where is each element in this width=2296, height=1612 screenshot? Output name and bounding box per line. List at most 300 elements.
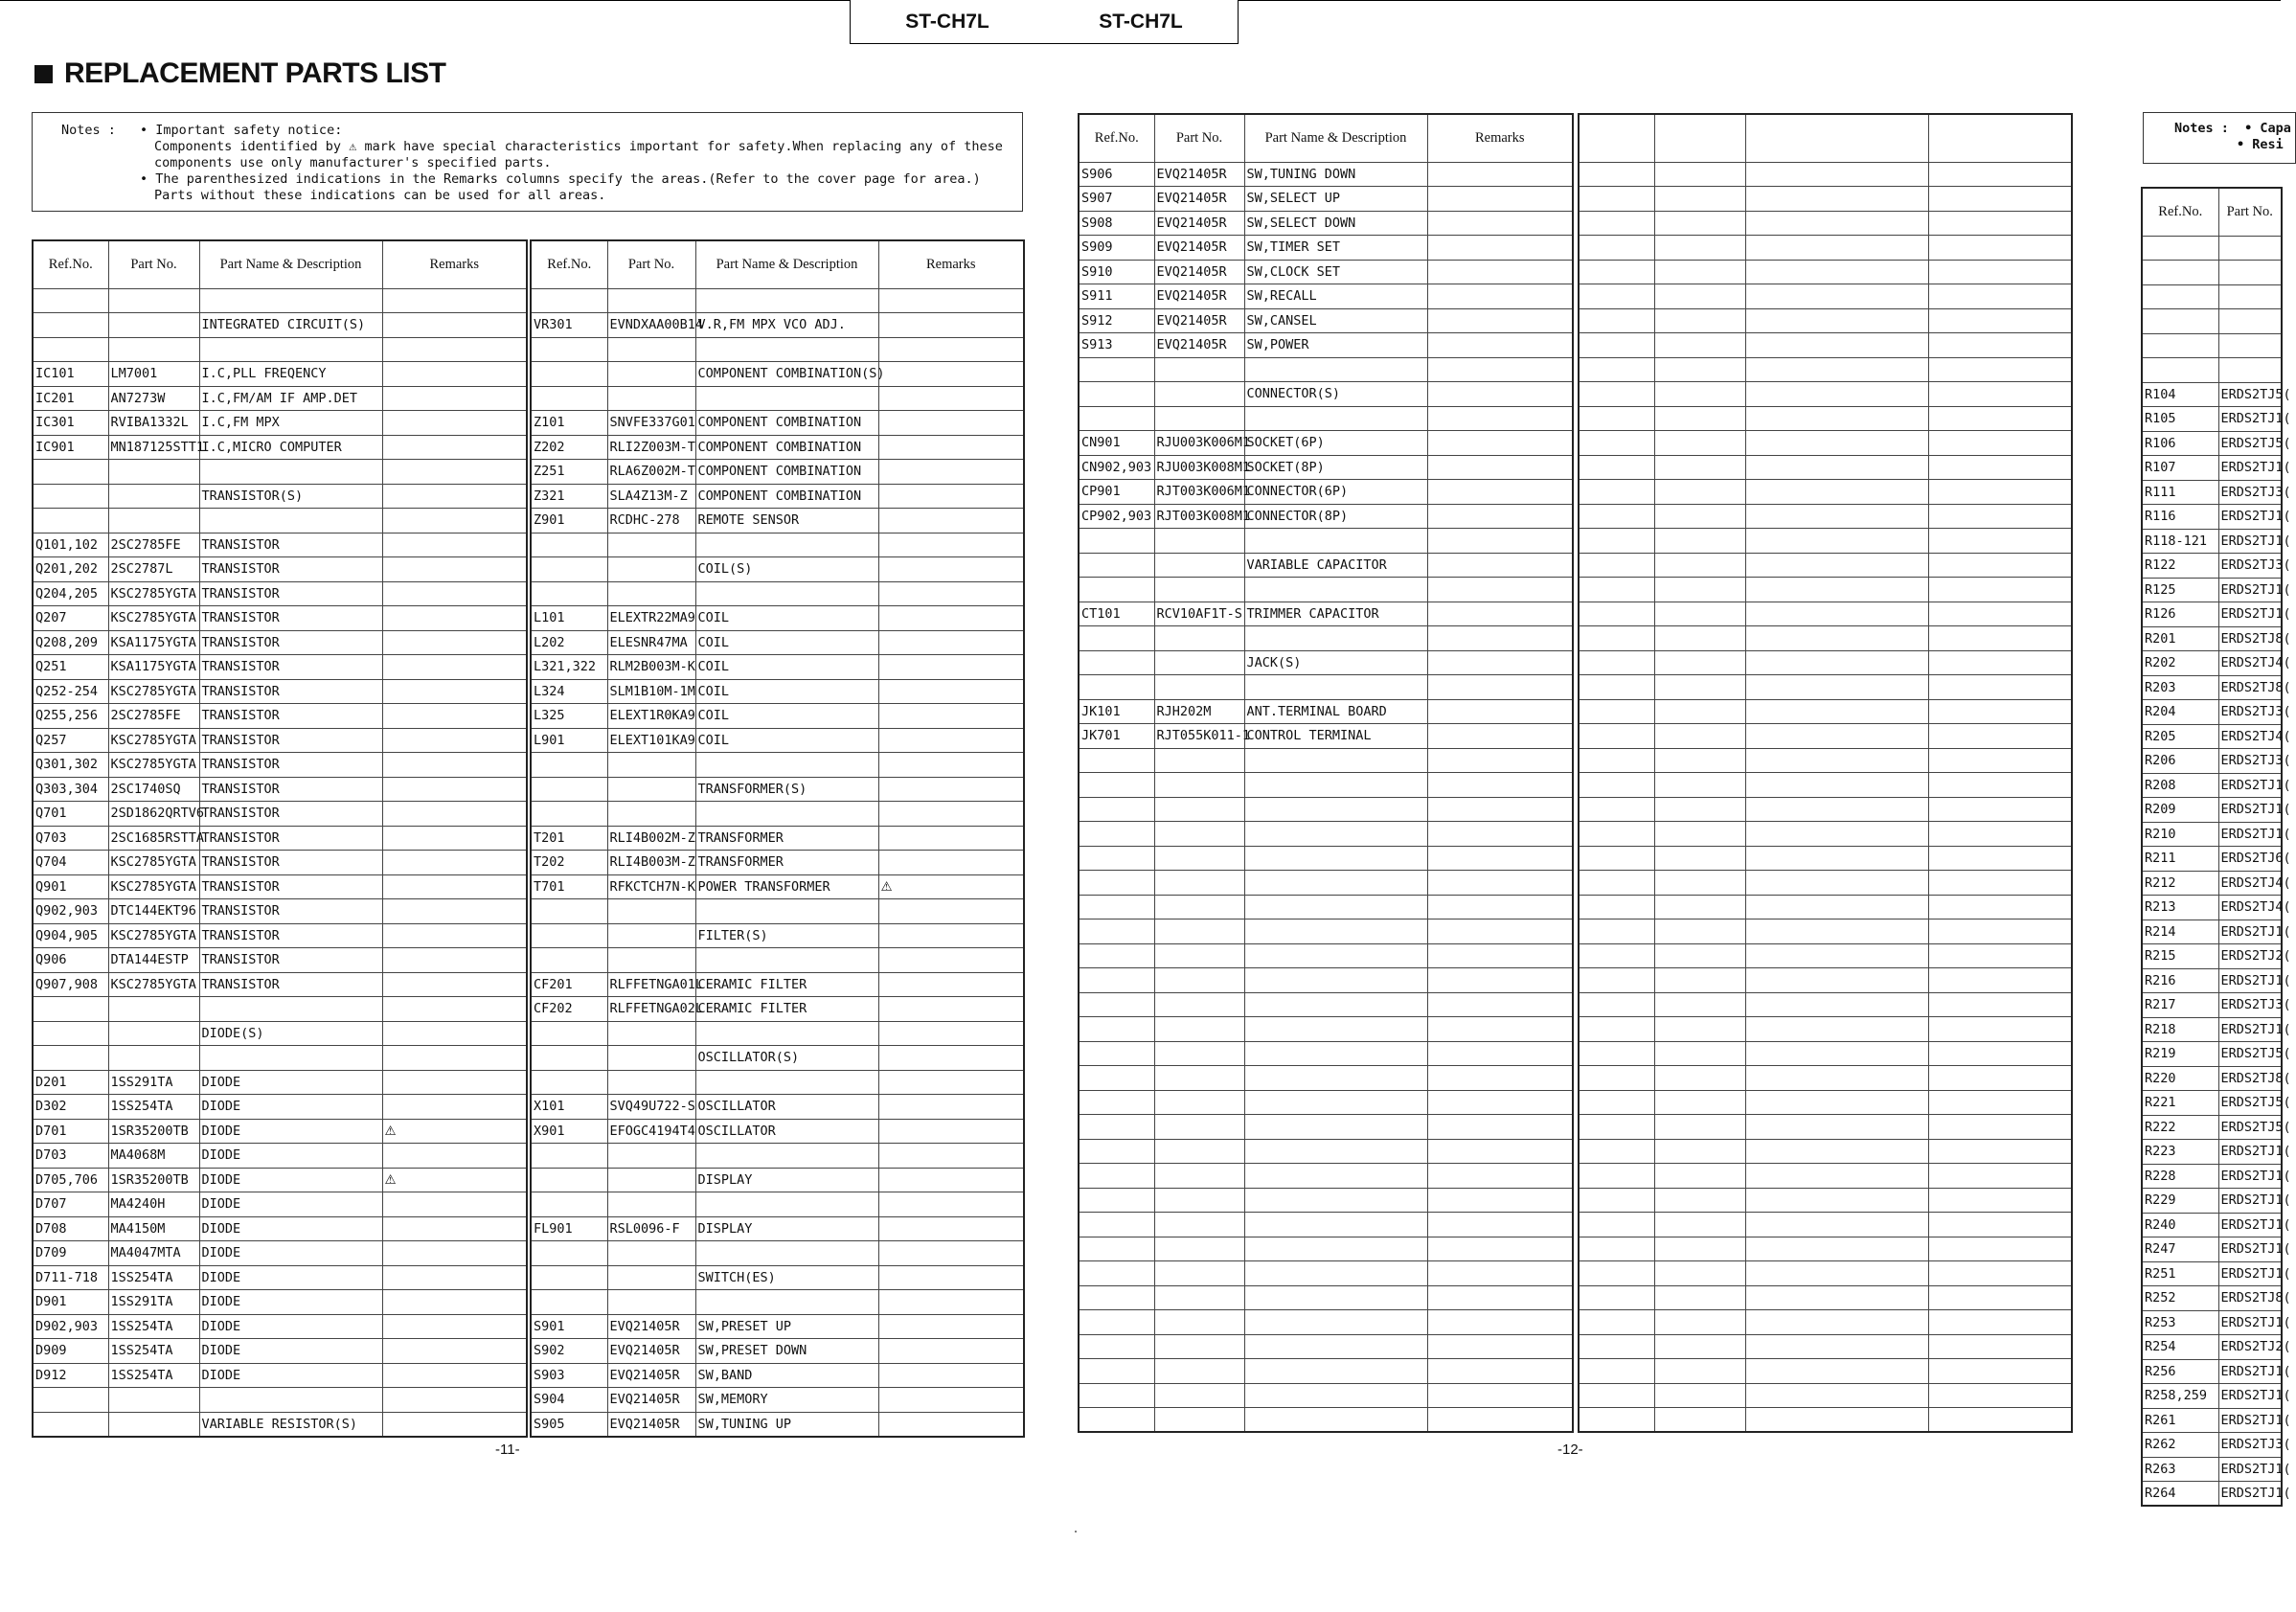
description-cell xyxy=(1244,1310,1427,1335)
description-cell: TRANSISTOR xyxy=(199,581,382,606)
description-cell xyxy=(1745,895,1928,920)
table-row xyxy=(531,362,1024,387)
description-cell xyxy=(695,533,878,557)
part-no-cell xyxy=(1654,578,1745,602)
description-cell: SW,BAND xyxy=(695,1363,878,1388)
part-no-cell: ERDS2TJ1( xyxy=(2218,920,2282,944)
ref-no-cell xyxy=(33,997,108,1022)
part-no-cell xyxy=(607,581,695,606)
description-cell: SW,CLOCK SET xyxy=(1244,260,1427,284)
description-cell xyxy=(1244,675,1427,700)
table-row xyxy=(1079,480,1573,505)
part-no-cell xyxy=(1654,748,1745,773)
remarks-cell xyxy=(1427,260,1573,284)
ref-no-cell: CT101 xyxy=(1079,602,1154,626)
part-no-cell: ELEXT1R0KA9 xyxy=(607,704,695,729)
part-no-cell: RLFFETNGA01L xyxy=(607,972,695,997)
ref-no-cell xyxy=(1079,1408,1154,1433)
part-no-cell: EFOGC4194T4 xyxy=(607,1119,695,1144)
table-row xyxy=(1079,871,1573,896)
part-no-cell: KSC2785YGTA xyxy=(108,923,199,948)
remarks-cell xyxy=(382,923,527,948)
description-cell: TRANSISTOR xyxy=(199,972,382,997)
part-no-cell: ERDS2TJ1( xyxy=(2218,822,2282,847)
table-row xyxy=(1579,1066,2072,1091)
ref-no-cell xyxy=(1579,626,1654,651)
ref-no-cell xyxy=(1079,1359,1154,1384)
table-row xyxy=(531,288,1024,313)
description-cell xyxy=(1244,1066,1427,1091)
ref-no-cell: S902 xyxy=(531,1339,607,1364)
part-no-cell xyxy=(1654,675,1745,700)
description-cell: TRANSISTOR xyxy=(199,704,382,729)
table-row xyxy=(33,826,527,851)
table-row xyxy=(1579,602,2072,626)
table-row xyxy=(1579,406,2072,431)
remarks-cell xyxy=(1928,1066,2072,1091)
part-no-cell xyxy=(1654,895,1745,920)
remarks-cell xyxy=(1427,553,1573,578)
part-no-cell: EVQ21405R xyxy=(607,1388,695,1413)
table-row xyxy=(1579,773,2072,798)
part-no-cell xyxy=(1654,260,1745,284)
ref-no-cell: S906 xyxy=(1079,162,1154,187)
table-row xyxy=(2142,602,2282,627)
description-cell xyxy=(695,386,878,411)
column-header-part: Part No. xyxy=(607,240,695,288)
ref-no-cell: D912 xyxy=(33,1363,108,1388)
table-row xyxy=(1079,308,1573,333)
ref-no-cell: Z101 xyxy=(531,411,607,436)
part-no-cell: ELEXT101KA9 xyxy=(607,728,695,753)
remarks-cell xyxy=(1427,308,1573,333)
column-header-blank xyxy=(1579,114,1654,162)
part-no-cell xyxy=(1154,1164,1244,1189)
part-no-cell xyxy=(1154,943,1244,968)
description-cell: DIODE xyxy=(199,1363,382,1388)
table-row xyxy=(1079,1383,1573,1408)
part-no-cell: KSC2785YGTA xyxy=(108,606,199,631)
description-cell xyxy=(1244,871,1427,896)
table-row xyxy=(1579,260,2072,284)
remarks-cell xyxy=(1928,1408,2072,1433)
table-row xyxy=(33,972,527,997)
table-row xyxy=(1579,1310,2072,1335)
ref-no-cell: R213 xyxy=(2142,896,2218,920)
ref-no-cell xyxy=(1579,968,1654,993)
ref-no-cell: L325 xyxy=(531,704,607,729)
description-cell: COMPONENT COMBINATION xyxy=(695,411,878,436)
description-cell: V.R,FM MPX VCO ADJ. xyxy=(695,313,878,338)
description-cell xyxy=(1745,236,1928,261)
table-row xyxy=(33,1241,527,1266)
table-row xyxy=(1579,626,2072,651)
ref-no-cell xyxy=(1579,455,1654,480)
ref-no-cell: Z901 xyxy=(531,509,607,534)
part-no-cell: ERDS2TJ1( xyxy=(2218,1482,2282,1507)
ref-no-cell xyxy=(1579,1310,1654,1335)
part-no-cell xyxy=(1154,1261,1244,1286)
table-header-row xyxy=(1579,114,2072,162)
table-row xyxy=(2142,1433,2282,1458)
ref-no-cell xyxy=(1579,1188,1654,1213)
remarks-cell xyxy=(1427,1213,1573,1237)
remarks-cell xyxy=(1427,626,1573,651)
table-row xyxy=(1079,236,1573,261)
table-row xyxy=(2142,993,2282,1018)
description-cell: DIODE xyxy=(199,1168,382,1192)
column-header-blank xyxy=(1745,114,1928,162)
ref-no-cell: R217 xyxy=(2142,993,2218,1018)
table-row xyxy=(33,337,527,362)
table-row xyxy=(2142,847,2282,872)
ref-no-cell xyxy=(1579,773,1654,798)
part-no-cell xyxy=(1154,773,1244,798)
column-header-remarks: Remarks xyxy=(382,240,527,288)
part-no-cell: 2SC2785FE xyxy=(108,704,199,729)
description-cell xyxy=(695,337,878,362)
ref-no-cell: Q704 xyxy=(33,851,108,875)
remarks-cell xyxy=(878,899,1024,924)
part-no-cell: ERDS2TJ4( xyxy=(2218,724,2282,749)
description-cell xyxy=(1244,846,1427,871)
part-no-cell xyxy=(607,802,695,827)
ref-no-cell xyxy=(33,1388,108,1413)
remarks-cell xyxy=(1427,211,1573,236)
part-no-cell: ERDS2TJ1( xyxy=(2218,1017,2282,1042)
remarks-cell xyxy=(1427,1285,1573,1310)
table-row xyxy=(2142,1359,2282,1384)
remarks-cell xyxy=(878,655,1024,680)
ref-no-cell xyxy=(531,581,607,606)
remarks-cell xyxy=(878,1412,1024,1437)
ref-no-cell: R253 xyxy=(2142,1310,2218,1335)
table-row xyxy=(1079,455,1573,480)
description-cell xyxy=(695,1290,878,1315)
ref-no-cell: R251 xyxy=(2142,1261,2218,1286)
part-no-cell xyxy=(108,460,199,485)
description-cell: VARIABLE CAPACITOR xyxy=(1244,553,1427,578)
description-cell: TRANSFORMER(S) xyxy=(695,777,878,802)
remarks-cell xyxy=(1928,1383,2072,1408)
remarks-cell xyxy=(878,630,1024,655)
table-row xyxy=(531,777,1024,802)
ref-no-cell xyxy=(1579,1334,1654,1359)
ref-no-cell xyxy=(531,753,607,778)
ref-no-cell: R240 xyxy=(2142,1213,2218,1237)
ref-no-cell xyxy=(1579,382,1654,407)
part-no-cell xyxy=(1154,357,1244,382)
part-no-cell xyxy=(1654,797,1745,822)
table-row xyxy=(2142,309,2282,334)
table-row xyxy=(1079,1090,1573,1115)
description-cell xyxy=(199,997,382,1022)
table-row xyxy=(1579,211,2072,236)
table-row xyxy=(1579,162,2072,187)
part-no-cell xyxy=(108,1412,199,1437)
table-row xyxy=(1079,504,1573,529)
part-no-cell: 1SR35200TB xyxy=(108,1168,199,1192)
description-cell xyxy=(1244,1164,1427,1189)
ref-no-cell xyxy=(1579,236,1654,261)
ref-no-cell: Z202 xyxy=(531,435,607,460)
model-name-right: ST-CH7L xyxy=(1099,10,1183,33)
ref-no-cell: R223 xyxy=(2142,1140,2218,1165)
ref-no-cell xyxy=(531,923,607,948)
ref-no-cell xyxy=(1579,187,1654,212)
table-row xyxy=(33,1168,527,1192)
description-cell xyxy=(1745,675,1928,700)
part-no-cell xyxy=(108,337,199,362)
page-title xyxy=(34,57,445,90)
table-row xyxy=(1079,1066,1573,1091)
remarks-cell xyxy=(382,362,527,387)
description-cell xyxy=(695,1021,878,1046)
description-cell: DIODE xyxy=(199,1192,382,1217)
ref-no-cell xyxy=(1579,578,1654,602)
table-row xyxy=(33,533,527,557)
remarks-cell xyxy=(1427,236,1573,261)
ref-no-cell xyxy=(1579,406,1654,431)
part-no-cell: ERDS2TJ1( xyxy=(2218,1261,2282,1286)
ref-no-cell xyxy=(1579,1090,1654,1115)
table-row xyxy=(2142,261,2282,285)
description-cell xyxy=(1244,1359,1427,1384)
table-row xyxy=(33,899,527,924)
table-row xyxy=(531,1290,1024,1315)
table-row xyxy=(1579,284,2072,309)
table-header-row xyxy=(2142,188,2282,236)
part-no-cell: KSC2785YGTA xyxy=(108,851,199,875)
part-no-cell xyxy=(1154,382,1244,407)
remarks-cell xyxy=(1427,1359,1573,1384)
table-row xyxy=(531,923,1024,948)
table-row xyxy=(1079,968,1573,993)
description-cell xyxy=(1244,1017,1427,1042)
table-row xyxy=(531,1144,1024,1169)
description-cell xyxy=(1244,895,1427,920)
description-cell: OSCILLATOR xyxy=(695,1095,878,1120)
part-no-cell: ERDS2TJ1( xyxy=(2218,505,2282,530)
description-cell: DIODE xyxy=(199,1339,382,1364)
ref-no-cell: Q301,302 xyxy=(33,753,108,778)
ref-no-cell: Q257 xyxy=(33,728,108,753)
remarks-cell xyxy=(1427,773,1573,798)
remarks-cell xyxy=(382,460,527,485)
part-no-cell xyxy=(1154,822,1244,847)
table-row xyxy=(33,1412,527,1437)
table-row xyxy=(531,1021,1024,1046)
part-no-cell: RJT055K011-1 xyxy=(1154,724,1244,749)
table-row xyxy=(1579,1261,2072,1286)
ref-no-cell: S903 xyxy=(531,1363,607,1388)
part-no-cell xyxy=(607,899,695,924)
ref-no-cell: R116 xyxy=(2142,505,2218,530)
remarks-cell xyxy=(878,1095,1024,1120)
table-row xyxy=(2142,456,2282,481)
part-no-cell xyxy=(1154,846,1244,871)
part-no-cell xyxy=(607,1192,695,1217)
ref-no-cell: CP901 xyxy=(1079,480,1154,505)
remarks-cell xyxy=(1928,211,2072,236)
description-cell: COIL xyxy=(695,630,878,655)
ref-no-cell xyxy=(1079,675,1154,700)
table-row xyxy=(531,655,1024,680)
ref-no-cell: R208 xyxy=(2142,773,2218,798)
part-no-cell xyxy=(1154,992,1244,1017)
part-no-cell xyxy=(108,1046,199,1071)
page-number-right: -12- xyxy=(1557,1442,1583,1458)
part-no-cell: ERDS2TJ5( xyxy=(2218,1091,2282,1116)
description-cell: SW,MEMORY xyxy=(695,1388,878,1413)
part-no-cell: RJH202M xyxy=(1154,699,1244,724)
remarks-cell xyxy=(1928,650,2072,675)
remarks-cell xyxy=(1928,1164,2072,1189)
table-row xyxy=(1079,1261,1573,1286)
part-no-cell: 1SS254TA xyxy=(108,1363,199,1388)
ref-no-cell xyxy=(1579,1285,1654,1310)
ref-no-cell: CN902,903 xyxy=(1079,455,1154,480)
ref-no-cell xyxy=(531,1192,607,1217)
remarks-cell xyxy=(1928,675,2072,700)
part-no-cell: DTA144ESTP xyxy=(108,948,199,973)
table-row xyxy=(2142,1066,2282,1091)
part-no-cell xyxy=(1154,1066,1244,1091)
table-row xyxy=(2142,382,2282,407)
part-no-cell: RCV10AF1T-S xyxy=(1154,602,1244,626)
table-row xyxy=(1579,529,2072,554)
remarks-cell xyxy=(878,1314,1024,1339)
description-cell: FILTER(S) xyxy=(695,923,878,948)
table-row xyxy=(531,997,1024,1022)
remarks-cell xyxy=(878,362,1024,387)
ref-no-cell xyxy=(1079,1090,1154,1115)
part-no-cell: ERDS2TJ8( xyxy=(2218,1286,2282,1311)
description-cell: TRANSISTOR xyxy=(199,728,382,753)
table-row xyxy=(1079,773,1573,798)
table-row xyxy=(1579,1359,2072,1384)
part-no-cell xyxy=(607,1046,695,1071)
part-no-cell xyxy=(1654,406,1745,431)
ref-no-cell: R221 xyxy=(2142,1091,2218,1116)
part-no-cell xyxy=(1654,1041,1745,1066)
column-header-part: Part No. xyxy=(108,240,199,288)
top-rule xyxy=(0,0,850,1)
part-no-cell: RCDHC-278 xyxy=(607,509,695,534)
part-no-cell: MN187125STT1 xyxy=(108,435,199,460)
description-cell xyxy=(1745,308,1928,333)
table-row xyxy=(2142,920,2282,944)
table-row xyxy=(531,606,1024,631)
remarks-cell xyxy=(1928,578,2072,602)
part-no-cell: KSC2785YGTA xyxy=(108,728,199,753)
remarks-cell xyxy=(878,435,1024,460)
part-no-cell: ERDS2TJ1( xyxy=(2218,1457,2282,1482)
description-cell: SWITCH(ES) xyxy=(695,1265,878,1290)
ref-no-cell xyxy=(1079,992,1154,1017)
part-no-cell xyxy=(1654,626,1745,651)
table-row xyxy=(1579,943,2072,968)
part-no-cell: ERDS2TJ8( xyxy=(2218,626,2282,651)
part-no-cell: EVQ21405R xyxy=(1154,162,1244,187)
ref-no-cell xyxy=(531,1144,607,1169)
remarks-cell xyxy=(1427,529,1573,554)
part-no-cell: ERDS2TJ4( xyxy=(2218,871,2282,896)
ref-no-cell xyxy=(1079,406,1154,431)
part-no-cell xyxy=(1654,699,1745,724)
part-no-cell xyxy=(108,288,199,313)
table-row xyxy=(2142,407,2282,432)
ref-no-cell xyxy=(1079,1041,1154,1066)
part-no-cell: ERDS2TJ3( xyxy=(2218,554,2282,579)
remarks-cell xyxy=(1928,480,2072,505)
table-row xyxy=(1079,333,1573,358)
ref-no-cell xyxy=(531,533,607,557)
table-row xyxy=(1579,504,2072,529)
ref-no-cell xyxy=(1079,968,1154,993)
table-row xyxy=(33,1265,527,1290)
ref-no-cell xyxy=(1579,992,1654,1017)
ref-no-cell xyxy=(33,509,108,534)
part-no-cell xyxy=(2218,309,2282,334)
remarks-cell xyxy=(1928,1359,2072,1384)
remarks-cell xyxy=(878,1363,1024,1388)
table-row xyxy=(1579,1017,2072,1042)
description-cell xyxy=(1244,1334,1427,1359)
remarks-cell xyxy=(878,972,1024,997)
table-row xyxy=(2142,505,2282,530)
ref-no-cell xyxy=(531,1290,607,1315)
remarks-cell xyxy=(1928,382,2072,407)
table-row xyxy=(33,802,527,827)
ref-no-cell xyxy=(1579,602,1654,626)
table-row xyxy=(2142,798,2282,823)
ref-no-cell: R218 xyxy=(2142,1017,2218,1042)
remarks-cell xyxy=(878,1339,1024,1364)
column-header-ref: Ref.No. xyxy=(2142,188,2218,236)
remarks-cell xyxy=(1427,1066,1573,1091)
ref-no-cell xyxy=(531,288,607,313)
remarks-cell xyxy=(382,704,527,729)
part-no-cell: ERDS2TJ1( xyxy=(2218,1359,2282,1384)
ref-no-cell: D707 xyxy=(33,1192,108,1217)
description-cell: TRANSISTOR xyxy=(199,655,382,680)
remarks-cell xyxy=(1427,1383,1573,1408)
part-no-cell xyxy=(1154,1310,1244,1335)
description-cell xyxy=(1745,1115,1928,1140)
ref-no-cell xyxy=(1579,284,1654,309)
remarks-cell xyxy=(382,337,527,362)
remarks-cell xyxy=(878,337,1024,362)
description-cell: I.C,MICRO COMPUTER xyxy=(199,435,382,460)
description-cell: REMOTE SENSOR xyxy=(695,509,878,534)
part-no-cell xyxy=(1654,1115,1745,1140)
part-no-cell xyxy=(1154,920,1244,944)
remarks-cell xyxy=(878,581,1024,606)
description-cell: TRANSISTOR xyxy=(199,874,382,899)
description-cell xyxy=(1244,1213,1427,1237)
remarks-cell xyxy=(1427,1041,1573,1066)
part-no-cell xyxy=(607,557,695,582)
remarks-cell xyxy=(382,435,527,460)
description-cell: POWER TRANSFORMER xyxy=(695,874,878,899)
part-no-cell: EVQ21405R xyxy=(1154,284,1244,309)
description-cell: ANT.TERMINAL BOARD xyxy=(1244,699,1427,724)
table-row xyxy=(531,1046,1024,1071)
part-no-cell: RLFFETNGA02L xyxy=(607,997,695,1022)
table-row xyxy=(1079,187,1573,212)
remarks-cell xyxy=(878,679,1024,704)
